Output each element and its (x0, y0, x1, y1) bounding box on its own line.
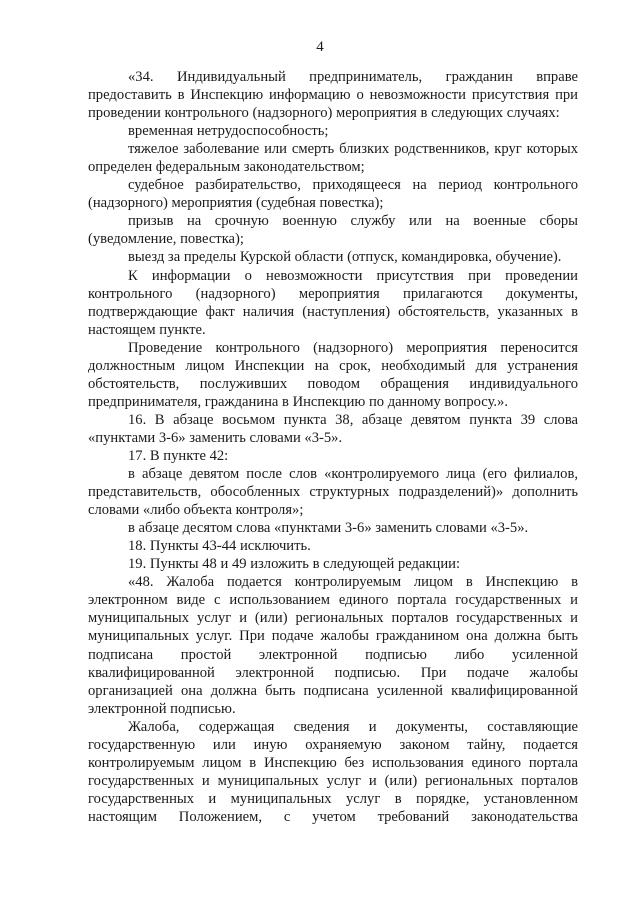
paragraph-military-service: призыв на срочную военную службу или на военные сборы (уведомление, повестка); (88, 213, 578, 248)
paragraph-amendment-16: 16. В абзаце восьмом пункта 38, абзаце девятом пункта 39 слова «пунктами 3-6» заменить словами «3-5». (88, 411, 578, 446)
paragraph-48-complaint: «48. Жалоба подается контролируемым лицом в Инспекцию в электронном виде с использованием единого портала государственных и муниципальных услуг и (или) региональных порталов государственных и муниципальных услуг. При подаче жалобы гражданином она должна быть подписана простой электронной подписью либо усиленной квалифицированной электронной подписью. При подаче жалобы организацией она должна быть подписана усиленной квалифицированной электронной подписью. (88, 574, 578, 717)
paragraph-amendment-17-tenth: в абзаце десятом слова «пунктами 3-6» заменить словами «3-5». (128, 520, 529, 537)
paragraph-amendment-18: 18. Пункты 43-44 исключить. (128, 538, 311, 555)
document-body (88, 68, 578, 826)
paragraph-court-proceedings: судебное разбирательство, приходящееся на период контрольного (надзорного) мероприятия (судебная повестка); (88, 177, 578, 212)
paragraph-temporary-disability: временная нетрудоспособность; (128, 123, 329, 140)
paragraph-supporting-documents: К информации о невозможности присутствия при проведении контрольного (надзорного) мероприятия прилагаются документы, подтверждающие факт наличия (наступления) обстоятельств, указанных в настоящем пункте. (88, 267, 578, 338)
paragraph-complaint-secret: Жалоба, содержащая сведения и документы, составляющие государственную или иную охраняемую законом тайну, подается контролируемым лицом в Инспекцию без использования единого портала государственных и муниципальных услуг и (или) региональных порталов государственных и муниципальных услуг в порядке, установленном настоящим Положением, с учетом требований законодательства (88, 718, 578, 825)
paragraph-postponement: Проведение контрольного (надзорного) мероприятия переносится должностным лицом Инспекции на срок, необходимый для устранения обстоятельств, послуживших поводом обращения индивидуального предпринимателя, гражданина в Инспекцию по данному вопросу.». (88, 339, 578, 410)
paragraph-34-intro: «34. Индивидуальный предприниматель, гражданин вправе предоставить в Инспекцию информацию о невозможности присутствия при проведении контрольного (надзорного) мероприятия в следующих случаях: (88, 69, 578, 122)
paragraph-amendment-19: 19. Пункты 48 и 49 изложить в следующей редакции: (128, 556, 461, 573)
page-number: 4 (316, 39, 324, 55)
paragraph-serious-illness: тяжелое заболевание или смерть близких родственников, круг которых определен федеральным законодательством; (88, 141, 578, 176)
paragraph-amendment-17: 17. В пункте 42: (128, 447, 229, 464)
paragraph-amendment-17-ninth: в абзаце девятом после слов «контролируемого лица (его филиалов, представительств, обособленных структурных подразделений)» дополнить словами «либо объекта контроля»; (88, 466, 578, 519)
paragraph-travel-outside-region: выезд за пределы Курской области (отпуск, командировка, обучение). (128, 249, 562, 266)
